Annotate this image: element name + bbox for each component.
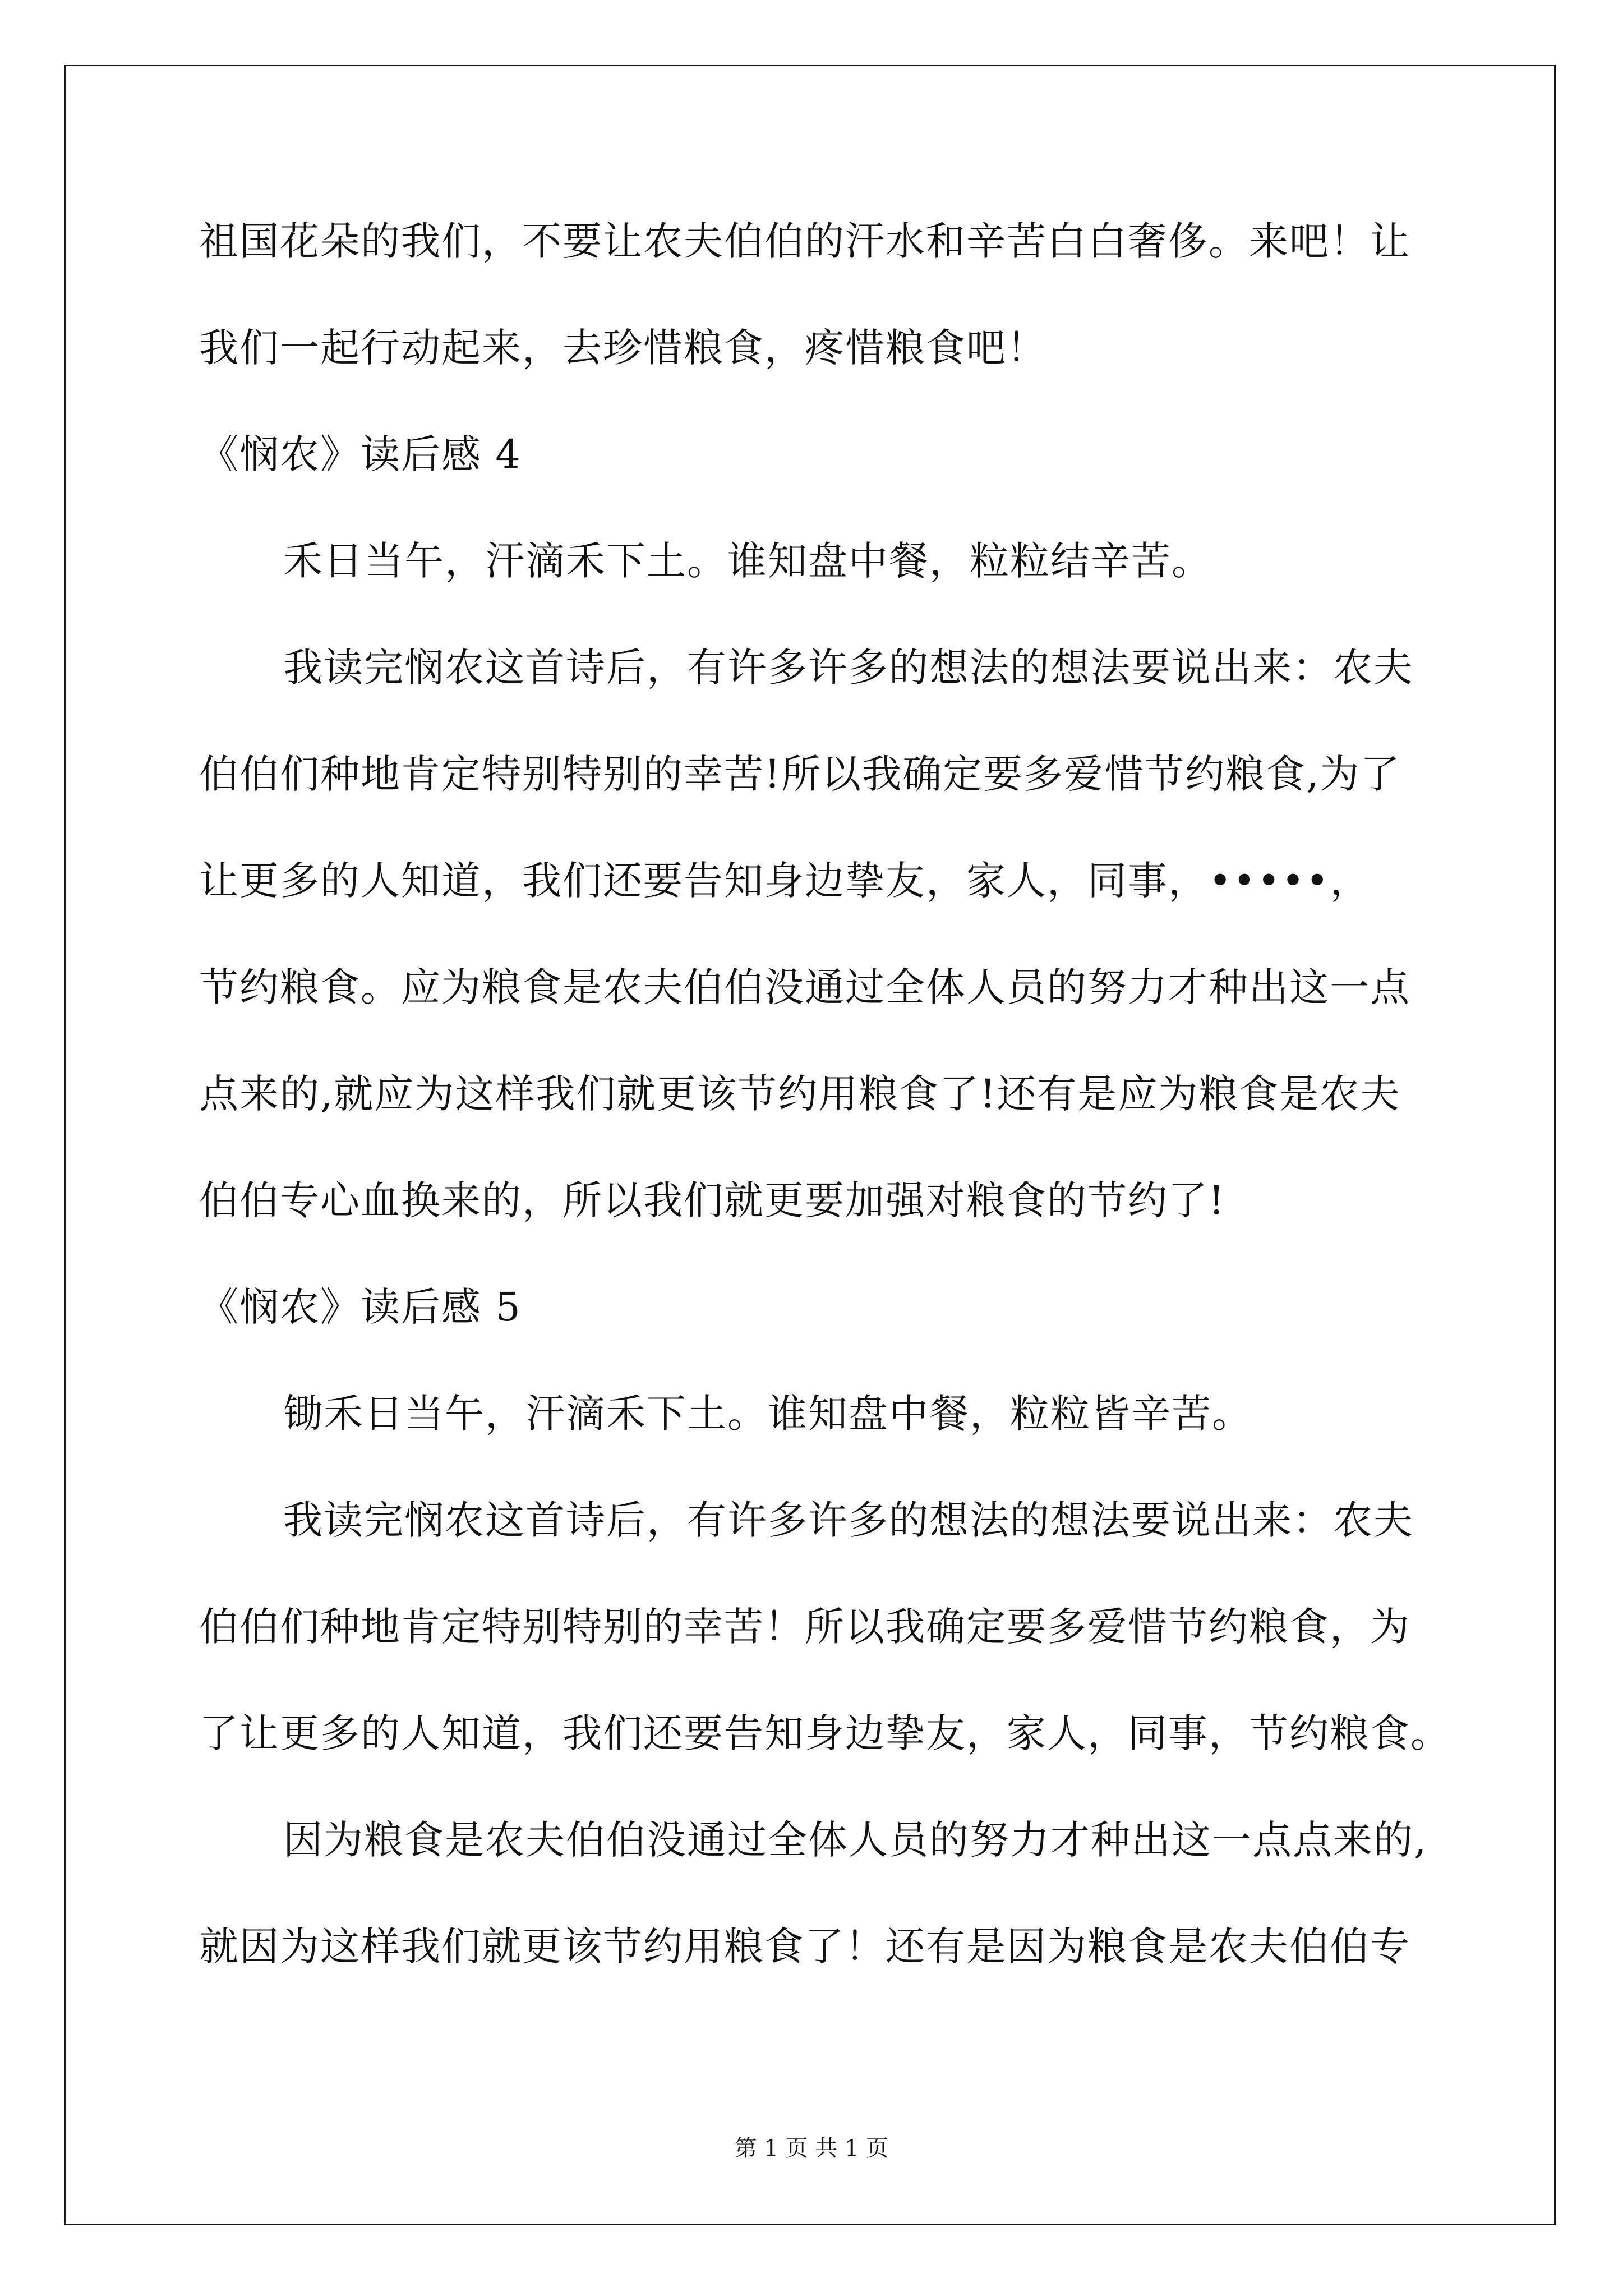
paragraph-line: 因为粮食是农夫伯伯没通过全体人员的努力才种出这一点点来的, xyxy=(283,1817,1428,1863)
paragraph-line: 伯伯们种地肯定特别特别的幸苦！所以我确定要多爱惜节约粮食，为 xyxy=(199,1604,1410,1650)
paragraph-line: 禾日当午，汗滴禾下土。谁知盘中餐，粒粒结辛苦。 xyxy=(283,538,1212,584)
paragraph-line: 我读完悯农这首诗后，有许多许多的想法的想法要说出来：农夫 xyxy=(283,645,1414,691)
paragraph-line: 锄禾日当午，汗滴禾下土。谁知盘中餐，粒粒皆辛苦。 xyxy=(283,1391,1252,1437)
paragraph-line: 我们一起行动起来，去珍惜粮食，疼惜粮食吧！ xyxy=(199,325,1047,371)
page-number-footer: 第 1 页 共 1 页 xyxy=(734,2136,889,2161)
section-heading: 《悯农》读后感 4 xyxy=(199,431,522,477)
paragraph-line: 点来的,就应为这样我们就更该节约用粮食了!还有是应为粮食是农夫 xyxy=(199,1071,1401,1117)
paragraph-line: 让更多的人知道，我们还要告知身边挚友，家人，同事，•••••， xyxy=(199,858,1371,904)
paragraph-line: 就因为这样我们就更该节约用粮食了！还有是因为粮食是农夫伯伯专 xyxy=(199,1924,1410,1970)
page-border xyxy=(64,65,1556,2225)
paragraph-line: 伯伯专心血换来的，所以我们就更要加强对粮食的节约了! xyxy=(199,1177,1226,1223)
section-heading: 《悯农》读后感 5 xyxy=(199,1284,522,1330)
paragraph-line: 祖国花朵的我们，不要让农夫伯伯的汗水和辛苦白白奢侈。来吧！让 xyxy=(199,218,1410,264)
paragraph-line: 节约粮食。应为粮食是农夫伯伯没通过全体人员的努力才种出这一点 xyxy=(199,964,1410,1010)
paragraph-line: 我读完悯农这首诗后，有许多许多的想法的想法要说出来：农夫 xyxy=(283,1497,1414,1543)
paragraph-line: 了让更多的人知道，我们还要告知身边挚友，家人，同事，节约粮食。 xyxy=(199,1710,1451,1756)
paragraph-line: 伯伯们种地肯定特别特别的幸苦!所以我确定要多爱惜节约粮食,为了 xyxy=(199,751,1401,797)
